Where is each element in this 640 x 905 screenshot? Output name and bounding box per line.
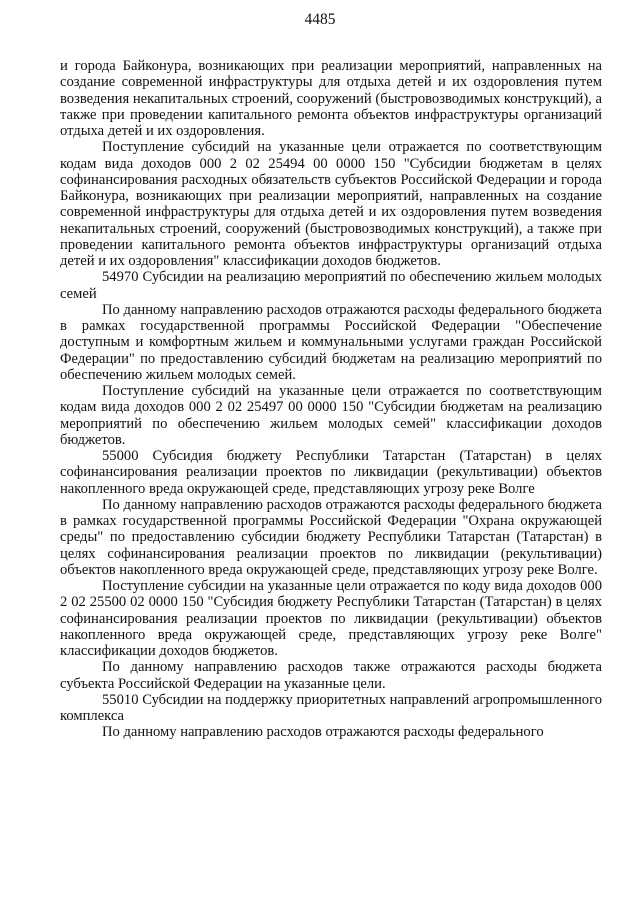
paragraph-income-codes-25500: Поступление субсидии на указанные цели отражается по коду вида доходов 000 2 02 25500 02 0000 150 "Субсидия бюджету Республики Татарстан (Татарстан) в целях софинансирования реализации проектов по ликвидации (рекультивации) объектов накопленного вреда окружающей среде, представляющих угрозу реке Волге" классификации доходов бюджетов. [60, 578, 602, 659]
paragraph-regional-expenses: По данному направлению расходов также отражаются расходы бюджета субъекта Российской Федерации на указанные цели. [60, 659, 602, 692]
section-heading-55010: 55010 Субсидии на поддержку приоритетных направлений агропромышленного комплекса [60, 691, 602, 724]
page-number: 4485 [304, 11, 336, 28]
paragraph-expenses-55010: По данному направлению расходов отражаются расходы федерального [102, 724, 544, 741]
paragraph-income-codes-25494: Поступление субсидий на указанные цели отражается по соответствующим кодам вида доходов 000 2 02 25494 00 0000 150 "Субсидии бюджетам в целях софинансирования расходных обязательств субъектов Российской Федерации и города Байконура, возникающих при реализации мероприятий, направленных на создание современной инфраструктуры для отдыха детей и их оздоровления путем возведения некапитальных строений, сооружений (быстровозводимых конструкций), а также при проведении капитального ремонта объектов инфраструктуры организаций отдыха детей и их оздоровления" классификации доходов бюджетов. [60, 139, 602, 269]
section-heading-54970: 54970 Субсидии на реализацию мероприятий по обеспечению жильем молодых семей [60, 269, 602, 302]
paragraph-expenses-55000: По данному направлению расходов отражаются расходы федерального бюджета в рамках государственной программы Российской Федерации "Охрана окружающей среды" по предоставлению субсидии бюджету Республики Татарстан (Татарстан) в целях софинансирования реализации проектов по ликвидации (рекультивации) объектов накопленного вреда окружающей среде, представляющих угрозу реке Волге. [60, 496, 602, 578]
section-heading-55000: 55000 Субсидия бюджету Республики Татарстан (Татарстан) в целях софинансирования реализации проектов по ликвидации (рекультивации) объектов накопленного вреда окружающей среде, представляющих угрозу реке Волге [60, 448, 602, 497]
paragraph-expenses-54970: По данному направлению расходов отражаются расходы федерального бюджета в рамках государственной программы Российской Федерации "Обеспечение доступным и комфортным жильем и коммунальными услугами граждан Российской Федерации" по предоставлению субсидий бюджетам на реализацию мероприятий по обеспечению жильем молодых семей. [60, 301, 602, 383]
paragraph-income-codes-25497: Поступление субсидий на указанные цели отражается по соответствующим кодам вида доходов 000 2 02 25497 00 0000 150 "Субсидии бюджетам на реализацию мероприятий по обеспечению жильем молодых семей" классификации доходов бюджетов. [60, 383, 602, 448]
paragraph-continuation: и города Байконура, возникающих при реализации мероприятий, направленных на создание современной инфраструктуры для отдыха детей и их оздоровления путем возведения некапитальных строений, сооружений (быстровозводимых конструкций), а также при проведении капитального ремонта объектов инфраструктуры организаций отдыха детей и их оздоровления. [60, 58, 602, 139]
document-body [60, 58, 602, 741]
